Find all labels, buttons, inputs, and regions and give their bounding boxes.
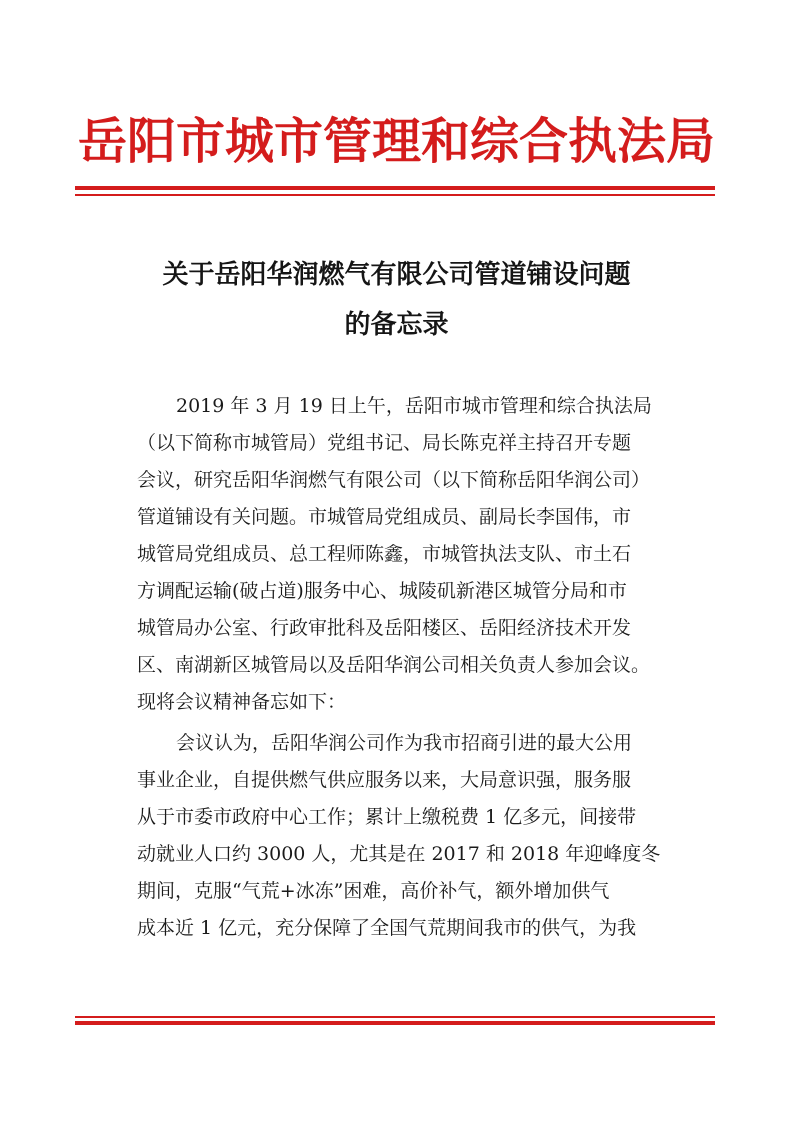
body-line: （以下简称市城管局）党组书记、局长陈克祥主持召开专题 bbox=[137, 432, 632, 454]
document-title-line-1: 关于岳阳华润燃气有限公司管道铺设问题 bbox=[162, 260, 631, 290]
body-line: 动就业人口约 3000 人，尤其是在 2017 和 2018 年迎峰度冬 bbox=[137, 843, 661, 865]
body-line: 从于市委市政府中心工作；累计上缴税费 1 亿多元，间接带 bbox=[137, 806, 637, 828]
body-line: 会议，研究岳阳华润燃气有限公司（以下简称岳阳华润公司） bbox=[137, 469, 651, 491]
body-line: 期间，克服“气荒+冰冻”困难，高价补气，额外增加供气 bbox=[137, 880, 610, 902]
body-line: 现将会议精神备忘如下： bbox=[137, 691, 347, 713]
footer-rule-thick bbox=[75, 1021, 715, 1025]
body-line: 2019 年 3 月 19 日上午，岳阳市城市管理和综合执法局 bbox=[176, 395, 652, 417]
body-line: 会议认为，岳阳华润公司作为我市招商引进的最大公用 bbox=[176, 732, 633, 754]
header-rule-thin bbox=[75, 194, 715, 196]
footer-rule-thin bbox=[75, 1016, 715, 1018]
body-line: 管道铺设有关问题。市城管局党组成员、副局长李国伟，市 bbox=[137, 506, 632, 528]
issuing-authority-header: 岳阳市城市管理和综合执法局 bbox=[77, 113, 715, 170]
body-line: 事业企业，自提供燃气供应服务以来，大局意识强，服务服 bbox=[137, 769, 632, 791]
document-title-line-2: 的备忘录 bbox=[344, 310, 449, 340]
body-line: 方调配运输(破占道)服务中心、城陵矶新港区城管分局和市 bbox=[137, 580, 627, 602]
body-line: 成本近 1 亿元，充分保障了全国气荒期间我市的供气，为我 bbox=[137, 917, 637, 939]
body-line: 城管局办公室、行政审批科及岳阳楼区、岳阳经济技术开发 bbox=[137, 617, 632, 639]
body-line: 区、南湖新区城管局以及岳阳华润公司相关负责人参加会议。 bbox=[137, 654, 651, 676]
header-rule-thick bbox=[75, 186, 715, 190]
body-line: 城管局党组成员、总工程师陈鑫，市城管执法支队、市土石 bbox=[137, 543, 632, 565]
